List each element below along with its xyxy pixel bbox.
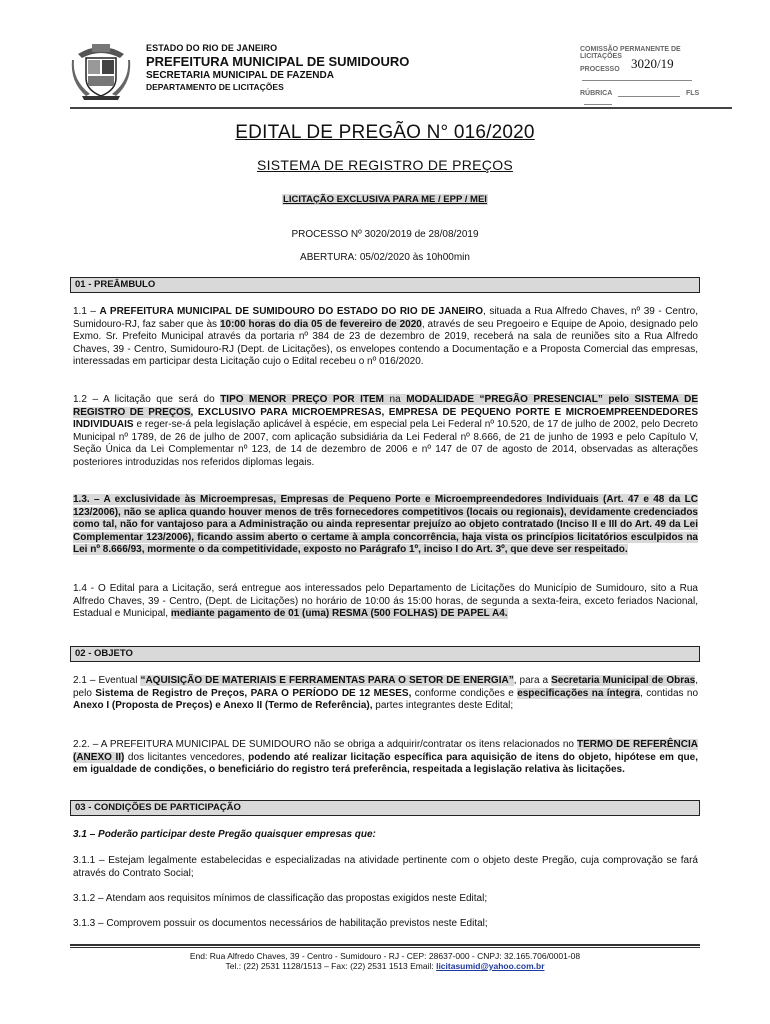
- stamp-comissao: COMISSÃO PERMANENTE DE: [580, 46, 681, 53]
- state-name: ESTADO DO RIO DE JANEIRO: [146, 43, 278, 53]
- footer-rule: [70, 944, 700, 948]
- paragraph-1-3: 1.3. – A exclusividade às Microempresas, Empresas de Pequeno Porte e Microempreendedores Individuais (Art. 47 e 48 da LC 123/2006), não se aplica quando houver menos de três fornecedores competitivos (locais ou regionais), devidamente credenciados como tal, não for vantajoso para a Administração ou ainda representar prejuízo ao objeto contratado (Inciso II e III do Art. 49 da Lei Complementar 123/2006), ficando assim aberto o certame à ampla concorrência, haja vista os princípios licitatórios esculpidos na Lei nº 8.666/93, mormente o da competitividade, exposto no Parágrafo 1º, inciso I do Art. 3º, que deve ser respeitado.: [73, 494, 698, 556]
- header-rule: [70, 107, 732, 109]
- processo-line: PROCESSO Nº 3020/2019 de 28/08/2019: [291, 229, 479, 240]
- prefeitura-name: PREFEITURA MUNICIPAL DE SUMIDOURO: [146, 54, 410, 69]
- paragraph-2-2: 2.2. – A PREFEITURA MUNICIPAL DE SUMIDOURO não se obriga a adquirir/contratar os itens relacionados no TERMO DE REFERÊNCIA (ANEXO II) dos licitantes vencedores, podendo até realizar licitação específica para aquisição de itens do objeto, hipótese em que, em igualdade de condições, o beneficiário do registro terá preferência, respeitada a legislação relativa às licitações.: [73, 739, 699, 776]
- departamento-name: DEPARTAMENTO DE LICITAÇÕES: [146, 82, 284, 92]
- paragraph-1-4: 1.4 - O Edital para a Licitação, será entregue aos interessados pelo Departamento de Licitações do Município de Sumidouro, sito a Rua Alfredo Chaves, 39 - Centro, (Dept. de Licitações) no horário de 10:00 ás 15:00 horas, de segunda a sexta-feira, exceto feriados Nacional, Estadual e Municipal, mediante pagamento de 01 (uma) RESMA (500 FOLHAS) DE PAPEL A4.: [73, 583, 698, 620]
- exclusive-notice: [0, 194, 770, 205]
- municipal-crest-icon: [70, 40, 132, 100]
- stamp-fls-label: FLS: [685, 90, 700, 97]
- footer-contact: Tel.: (22) 2531 1128/1513 – Fax: (22) 2531 1513 Email: licitasumid@yahoo.com.br: [225, 961, 545, 971]
- paragraph-1-2: 1.2 – A licitação que será do TIPO MENOR PREÇO POR ITEM na MODALIDADE “PREGÃO PRESENCIAL” pelo SISTEMA DE REGISTRO DE PREÇOS, EXCLUSIVO PARA MICROEMPRESAS, EMPRESA DE PEQUENO PORTE E MICROEMPREENDEDORES INDIVIDUAIS e reger-se-á pela legislação aplicável à espécie, em especial pela Lei Federal nº 10.520, de 17 de julho de 2002, pelo Decreto Municipal nº 1789, de 26 de julho de 2007, com aplicação subsidiária da Lei Federal nº 8.666, de 21 de junho de 1993 e pelo Capítulo V, Seção Única da Lei Complementar nº 123, de 14 de dezembro de 2006 e nº 147 de 07 de agosto de 2014, observadas as alterações posteriores introduzidas nos referidos diplomas legais.: [73, 394, 698, 468]
- footer-address: End: Rua Alfredo Chaves, 39 - Centro - Sumidouro - RJ - CEP: 28637-000 - CNPJ: 32.165.706/0001-08: [189, 951, 581, 961]
- edital-title: EDITAL DE PREGÃO N° 016/2020: [235, 122, 535, 143]
- abertura-line: ABERTURA: 05/02/2020 às 10h00min: [300, 252, 470, 263]
- edital-subtitle: SISTEMA DE REGISTRO DE PREÇOS: [256, 157, 514, 173]
- exclusive-notice-text: LICITAÇÃO EXCLUSIVA PARA ME / EPP / MEI: [283, 194, 487, 205]
- stamp-processo-label: PROCESSO: [580, 66, 620, 73]
- paragraph-2-1: 2.1 – Eventual “AQUISIÇÃO DE MATERIAIS E FERRAMENTAS PARA O SETOR DE ENERGIA”, para a Secretaria Municipal de Obras, pelo Sistema de Registro de Preços, PARA O PERÍODO DE 12 MESES, conforme condições e especificações na íntegra, contidas no Anexo I (Proposta de Preços) e Anexo II (Termo de Referência), partes integrantes deste Edital;: [73, 675, 699, 712]
- section-header-objeto: 02 - OBJETO: [70, 646, 700, 662]
- letterhead: [70, 38, 732, 108]
- footer-email-link[interactable]: licitasumid@yahoo.com.br: [436, 961, 545, 971]
- stamp-processo-number: 3020/19: [631, 56, 674, 71]
- stamp-rubrica-row: [580, 89, 730, 105]
- secretaria-name: SECRETARIA MUNICIPAL DE FAZENDA: [146, 70, 334, 81]
- paragraph-3-1: 3.1 – Poderão participar deste Pregão quaisquer empresas que:: [73, 829, 376, 840]
- paragraph-1-1: 1.1 – A PREFEITURA MUNICIPAL DE SUMIDOURO DO ESTADO DO RIO DE JANEIRO, situada a Rua Alfredo Chaves, nº 39 - Centro, Sumidouro-RJ, faz saber que às 10:00 horas do dia 05 de fevereiro de 2020, através de seu Pregoeiro e Equipe de Apoio, designado pelo Exmo. Sr. Prefeito Municipal através da portaria nº 384 de 23 de dezembro de 2019, receberá na sala de reuniões sito a Rua Alfredo Chaves, 39 - Centro, Sumidouro-RJ (Dept. de Licitações), os envelopes contendo a Documentação e a Proposta Comercial das empresas, interessadas em participar desta Licitação cujo o Edital recebeu o nº 016/2020.: [73, 306, 698, 368]
- paragraph-3-1-2: 3.1.2 – Atendam aos requisitos mínimos de classificação das propostas exigidos neste Edital;: [73, 893, 488, 904]
- stamp-rubrica-label: RÚBRICA: [580, 90, 613, 97]
- paragraph-3-1-1: 3.1.1 – Estejam legalmente estabelecidas e especializadas na atividade pertinente com o objeto deste Pregão, cuja comprovação se fará através do Contrato Social;: [73, 855, 698, 879]
- stamp-licitacoes: LICITAÇÕES: [580, 53, 622, 60]
- page-footer: [70, 944, 700, 971]
- paragraph-3-1-3: 3.1.3 – Comprovem possuir os documentos necessários de habilitação previstos neste Edital;: [73, 918, 488, 929]
- section-header-preambulo: 01 - PREÂMBULO: [70, 277, 700, 293]
- section-header-condicoes: 03 - CONDIÇÕES DE PARTICIPAÇÃO: [70, 800, 700, 816]
- commission-stamp: [580, 46, 730, 105]
